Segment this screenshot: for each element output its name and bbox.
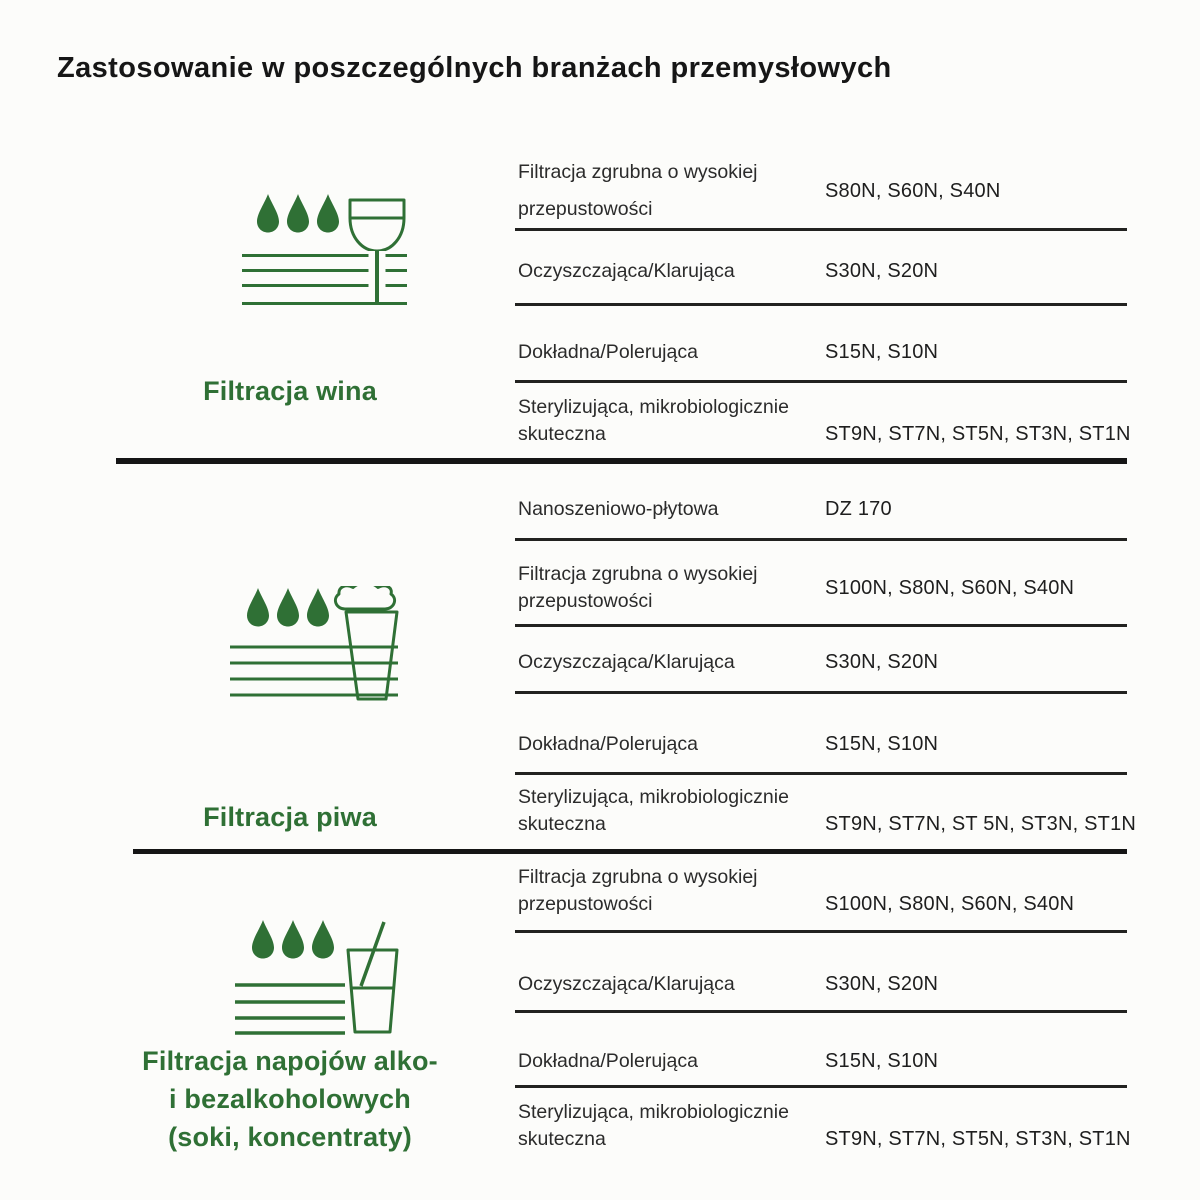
juice-filtration-icon [233, 918, 411, 1038]
section-divider [133, 849, 1127, 854]
filtration-type-label: Sterylizująca, mikrobiologicznie skuteczna [518, 786, 789, 835]
row-divider [515, 1085, 1127, 1088]
section-label-wine: Filtracja wina [203, 376, 377, 406]
row-divider [515, 303, 1127, 306]
filtration-type-label: Oczyszczająca/Klarująca [518, 973, 735, 995]
row-divider [515, 1010, 1127, 1013]
filtration-type-label: Dokładna/Polerująca [518, 733, 698, 755]
filtration-type-label: Dokładna/Polerująca [518, 341, 698, 363]
filtration-type-label: Filtracja zgrubna o wysokiej przepustowości [518, 866, 758, 915]
section-label-beer: Filtracja piwa [203, 802, 377, 832]
table-row [518, 784, 1145, 838]
product-codes: S30N, S20N [825, 651, 939, 673]
table-row [518, 561, 1145, 615]
product-codes: ST9N, ST7N, ST5N, ST3N, ST1N [825, 423, 1131, 445]
table-row [518, 496, 1145, 523]
table-row [518, 1099, 1145, 1153]
wine-filtration-icon [238, 192, 416, 312]
page-title: Zastosowanie w poszczególnych branżach przemysłowych [57, 52, 892, 84]
row-divider [515, 538, 1127, 541]
product-codes: S80N, S60N, S40N [825, 179, 1001, 202]
filtration-type-label: Sterylizująca, mikrobiologicznie skuteczna [518, 396, 789, 445]
product-codes: S15N, S10N [825, 1050, 939, 1072]
filtration-type-label: Sterylizująca, mikrobiologicznie skuteczna [518, 1101, 789, 1150]
product-codes: S30N, S20N [825, 260, 939, 282]
drops-icon [257, 194, 339, 233]
filtration-type-label: Filtracja zgrubna o wysokiej przepustowości [518, 563, 758, 612]
product-codes: ST9N, ST7N, ST 5N, ST3N, ST1N [825, 813, 1137, 835]
row-divider [515, 691, 1127, 694]
row-divider [515, 930, 1127, 933]
row-divider [515, 624, 1127, 627]
product-codes: S15N, S10N [825, 733, 939, 755]
product-codes: DZ 170 [825, 498, 892, 520]
section-divider [116, 458, 1127, 464]
table-row [518, 1048, 1145, 1075]
row-divider [515, 772, 1127, 775]
filtration-type-label: Oczyszczająca/Klarująca [518, 260, 735, 282]
table-row [518, 339, 1145, 366]
product-codes: S15N, S10N [825, 341, 939, 363]
beer-filtration-icon [228, 586, 406, 704]
juice-glass-icon [348, 922, 397, 1032]
drops-icon [252, 920, 334, 959]
filtration-type-label: Oczyszczająca/Klarująca [518, 651, 735, 673]
filter-layer-lines [235, 985, 345, 1033]
row-divider [515, 380, 1127, 383]
table-row [518, 258, 1145, 285]
product-codes: S100N, S80N, S60N, S40N [825, 576, 1075, 599]
section-label-beverages: Filtracja napojów alko- i bezalkoholowych (soki, koncentraty) [142, 1046, 438, 1152]
table-row [518, 394, 1145, 448]
table-row [518, 971, 1145, 998]
table-row [518, 154, 1145, 228]
row-divider [515, 228, 1127, 231]
filter-layer-lines [230, 647, 398, 695]
product-codes: ST9N, ST7N, ST5N, ST3N, ST1N [825, 1128, 1131, 1150]
table-row [518, 864, 1145, 918]
filtration-type-label: Filtracja zgrubna o wysokiej przepustowości [518, 161, 758, 220]
product-codes: S100N, S80N, S60N, S40N [825, 893, 1075, 915]
filtration-type-label: Dokładna/Polerująca [518, 1050, 698, 1072]
table-row [518, 731, 1145, 758]
table-row [518, 649, 1145, 676]
drops-icon [247, 588, 329, 627]
beer-glass-icon [335, 586, 397, 699]
filtration-type-label: Nanoszeniowo-płytowa [518, 498, 719, 520]
product-codes: S30N, S20N [825, 973, 939, 995]
